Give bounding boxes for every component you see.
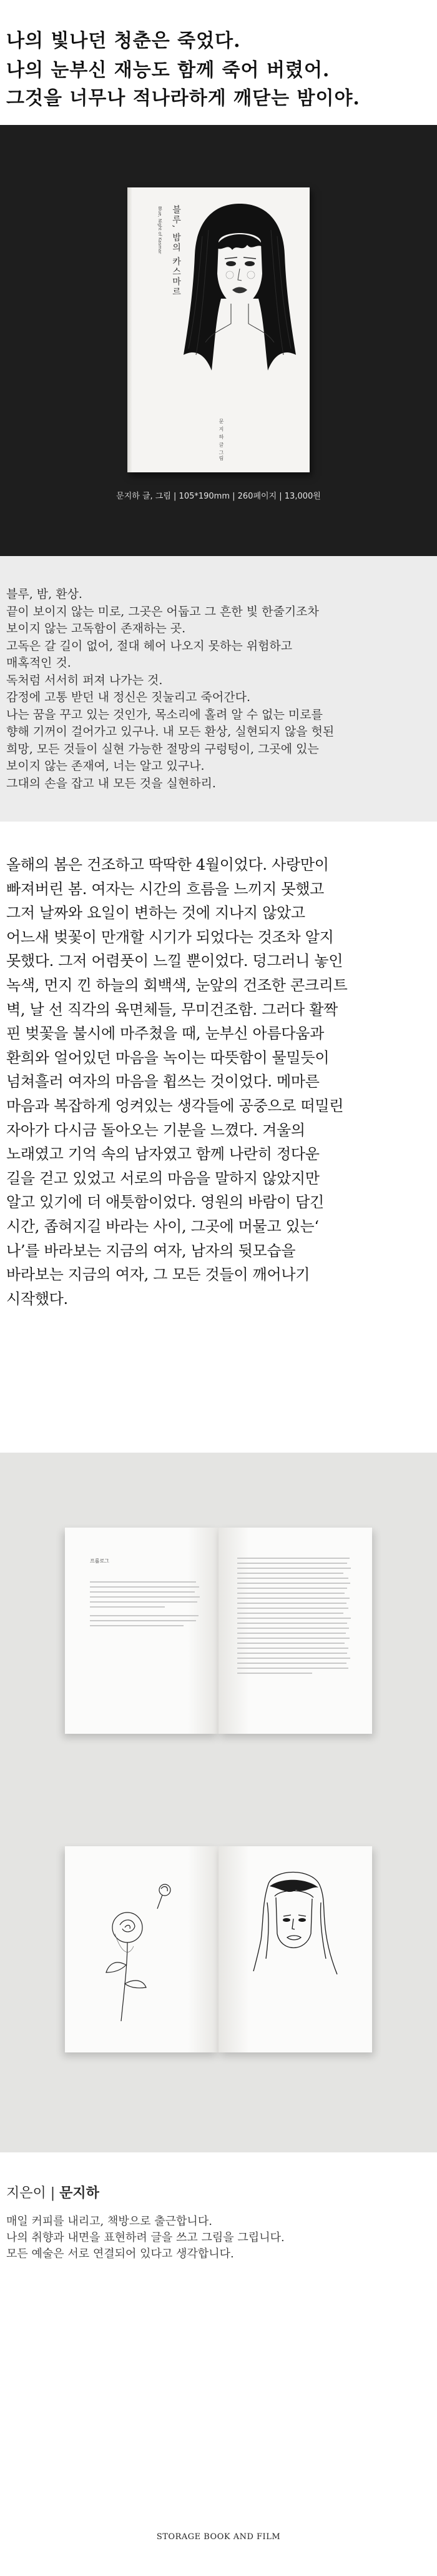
- description-line: 향해 기꺼이 걸어가고 있구나. 내 모든 환상, 실현되지 않을 헛된: [6, 725, 335, 738]
- left-page: [65, 1846, 219, 2052]
- description-text: [6, 586, 334, 792]
- story-line: 바라보는 지금의 여자, 그 모든 것들이 깨어나기: [6, 1266, 310, 1284]
- rose-illustration: [90, 1865, 196, 2027]
- cover-portrait-illustration: [177, 199, 302, 386]
- author-bio-line: 매일 커피를 내리고, 책방으로 출근합니다.: [6, 2215, 212, 2228]
- description-section: [0, 556, 437, 822]
- story-excerpt-section: [0, 822, 437, 1453]
- author-bio: [6, 2214, 285, 2262]
- book-spine-shade: [127, 187, 132, 472]
- description-line: 블루, 밤, 환상.: [6, 587, 82, 601]
- story-line: 넘쳐흘러 여자의 마음을 휩쓰는 것이었다. 메마른: [6, 1073, 320, 1091]
- open-book: [65, 1846, 372, 2052]
- author-separator: |: [46, 2186, 60, 2201]
- description-line: 독처럼 서서히 퍼져 나가는 것.: [6, 673, 163, 687]
- open-book: [65, 1528, 372, 1734]
- description-line: 고독은 갈 길이 없어, 절대 헤어 나오지 못하는 위험하고: [6, 639, 293, 653]
- open-book-mockup-illustration: [0, 1796, 437, 2152]
- hero-section: [0, 0, 437, 125]
- description-line: 나는 꿈을 꾸고 있는 것인가, 목소리에 홀려 알 수 없는 미로를: [6, 707, 323, 722]
- book-cover: [127, 187, 310, 472]
- description-line: 매혹적인 것.: [6, 656, 71, 670]
- story-excerpt-text: [6, 853, 348, 1311]
- description-line: 끝이 보이지 않는 미로, 그곳은 어둡고 그 흔한 빛 한줄기조차: [6, 604, 319, 619]
- description-line: 보이지 않는 고독함이 존재하는 곳.: [6, 622, 186, 635]
- book-spec-caption: 문지하 글, 그림 | 105*190mm | 260페이지 | 13,000원: [116, 492, 321, 501]
- author-bio-line: 나의 취향과 내면을 표현하려 글을 쓰고 그림을 그립니다.: [6, 2231, 285, 2244]
- story-line: 환희와 얼어있던 마음을 녹이는 따뜻함이 물밀듯이: [6, 1048, 330, 1067]
- story-line: 길을 걷고 있었고 서로의 마음을 말하지 않았지만: [6, 1169, 320, 1187]
- story-line: 못했다. 그저 어렴풋이 느낄 뿐이었다. 덩그러니 놓인: [6, 952, 343, 970]
- story-line: 자아가 다시금 돌아오는 기분을 느꼈다. 겨울의: [6, 1121, 305, 1139]
- author-credit: [6, 2182, 99, 2202]
- portrait-illustration: [231, 1859, 356, 1984]
- cover-author: 문 지 하 글 그림: [219, 419, 224, 462]
- story-line: 알고 있기에 더 애틋함이었다. 영원의 바람이 담긴: [6, 1193, 324, 1211]
- description-line: 희망, 모든 것들이 실현 가능한 절망의 구렁텅이, 그곳에 있는: [6, 742, 319, 756]
- cover-subtitle: Blue, Night of Kasmar: [157, 206, 162, 254]
- book-cover-section: [0, 125, 437, 556]
- description-line: 그대의 손을 잡고 내 모든 것을 실현하리.: [6, 776, 216, 790]
- story-line: 그저 날짜와 요일이 변하는 것에 지나지 않았고: [6, 904, 305, 922]
- story-line: 빠져버린 봄. 여자는 시간의 흐름을 느끼지 못했고: [6, 880, 324, 898]
- story-line: 나’를 바라보는 지금의 여자, 남자의 뒷모습을: [6, 1241, 296, 1260]
- description-line: 보이지 않는 존재여, 너는 알고 있구나.: [6, 759, 205, 773]
- chapter-heading: 프롤로그: [90, 1558, 109, 1564]
- description-line: 감정에 고통 받던 내 정신은 짓눌리고 죽어간다.: [6, 690, 251, 704]
- story-line: 노래였고 기억 속의 남자였고 함께 나란히 정다운: [6, 1145, 320, 1163]
- author-name: 문지하: [59, 2185, 99, 2201]
- story-line: 시간, 좁혀지길 바라는 사이, 그곳에 머물고 있는‘: [6, 1217, 319, 1235]
- story-line: 시작했다.: [6, 1290, 68, 1308]
- hero-line-1: 나의 빛나던 청춘은 죽었다.: [6, 30, 241, 52]
- story-line: 어느새 벚꽃이 만개할 시기가 되었다는 것조차 알지: [6, 928, 334, 946]
- cover-title: 블루, 밤의 카스마르: [171, 205, 181, 297]
- story-line: 벽, 날 선 직각의 육면체들, 무미건조함. 그러다 활짝: [6, 1000, 338, 1018]
- story-line: 녹색, 먼지 낀 하늘의 회백색, 눈앞의 건조한 콘크리트: [6, 976, 348, 994]
- author-bio-line: 모든 예술은 서로 연결되어 있다고 생각합니다.: [6, 2247, 234, 2260]
- story-line: 핀 벚꽃을 불시에 마주쳤을 때, 눈부신 아름다움과: [6, 1025, 324, 1043]
- right-page: [219, 1846, 372, 2052]
- hero-line-2: 나의 눈부신 재능도 함께 죽어 버렸어.: [6, 59, 330, 81]
- author-footer-section: [0, 2152, 437, 2576]
- publisher-brand: STORAGE BOOK AND FILM: [156, 2532, 281, 2542]
- story-line: 마음과 복잡하게 엉켜있는 생각들에 공중으로 떠밀린: [6, 1097, 344, 1115]
- left-page: [65, 1528, 219, 1734]
- author-role: 지은이: [6, 2186, 46, 2201]
- right-page: [219, 1528, 372, 1734]
- story-line: 올해의 봄은 건조하고 딱딱한 4월이었다. 사랑만이: [6, 856, 329, 873]
- hero-line-3: 그것을 너무나 적나라하게 깨닫는 밤이야.: [6, 87, 360, 109]
- open-book-mockup-text: [0, 1453, 437, 1796]
